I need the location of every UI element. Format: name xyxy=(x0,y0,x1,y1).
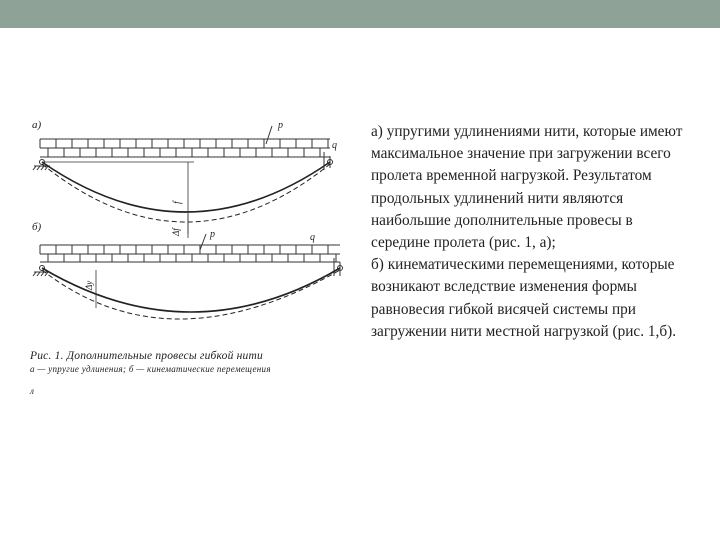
panel-a-load-p-arrow xyxy=(266,126,272,144)
panel-a-right-support xyxy=(324,152,333,170)
caption-subtitle: а — упругие удлинения; б — кинематические перемещения xyxy=(30,364,271,374)
panel-a-delta-f-label: Δf xyxy=(171,228,181,236)
panel-a-label: а) xyxy=(32,119,42,131)
panel-b-load-strip xyxy=(40,245,340,262)
panel-b-q-label: q xyxy=(310,232,315,243)
slide-header-bar xyxy=(0,0,720,28)
panel-a-left-support xyxy=(33,160,50,171)
paragraph-a: а) упругими удлинениями нити, которые имеют максимальное значение при загружении всего пролета временной нагрузкой. Результатом продольных удлинений нити являются наибольшие дополнительные провесы в середине пролета (рис. 1, а); xyxy=(371,123,683,252)
panel-a-q-label: q xyxy=(332,140,337,151)
panel-b-label: б) xyxy=(32,221,42,233)
panel-b-right-support xyxy=(334,258,343,276)
cable-diagram xyxy=(28,112,368,352)
paragraph-b: б) кинематическими перемещениями, которые возникают вследствие изменения формы равновесия гибкой висячей системы при загружении нити местной нагрузкой (рис. 1,б). xyxy=(371,256,677,340)
caption-title: Рис. 1. Дополнительные провесы гибкой нити xyxy=(30,350,263,362)
body-text xyxy=(371,121,693,343)
panel-a-f-label: f xyxy=(172,201,183,204)
figure-cable-sag xyxy=(28,112,368,412)
panel-a-p-label: p xyxy=(278,120,283,131)
panel-b-load-p-arrow xyxy=(200,234,206,250)
panel-b-p-label: p xyxy=(210,229,215,240)
panel-a-cable-initial xyxy=(42,162,330,212)
panel-a-load-strip xyxy=(40,139,330,157)
panel-a-cable-deformed xyxy=(42,164,330,222)
panel-b-delta-y-label: Δy xyxy=(84,280,94,290)
caption-tail: л xyxy=(30,386,34,396)
figure-caption xyxy=(30,350,370,396)
